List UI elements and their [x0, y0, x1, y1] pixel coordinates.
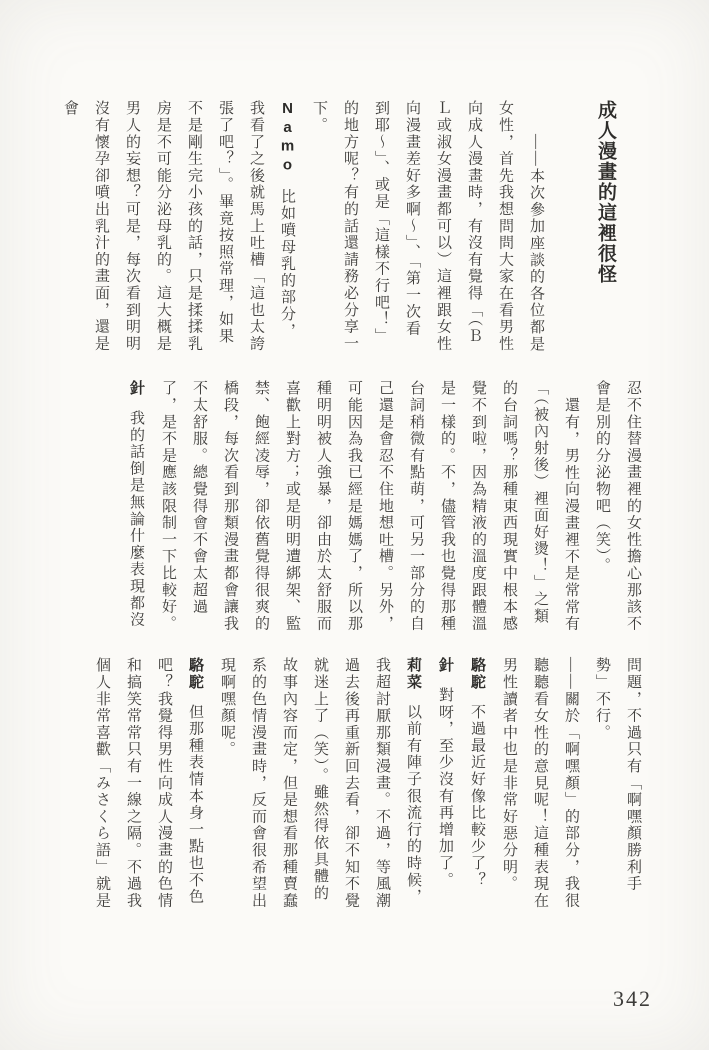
section-title: 成人漫畫的這裡很怪 [595, 100, 616, 285]
speaker-name: 駱駝 [469, 657, 486, 691]
paragraph-text: 對呀，至少沒有再增加了。 [437, 686, 453, 889]
paragraph-text: 比如噴母乳的部分，我看了之後就馬上吐槽「這也太誇張了吧？」。畢竟按照常理，如果不是剛生完小孩的話，只是揉揉乳房是不可能分泌母乳的。這大概是男人的妄想？可是，每次看到明明沒有懷孕卻噴出乳汁的畫面，還是會 [62, 100, 295, 352]
text-band-top [54, 100, 551, 353]
paragraph-text: 但那種表情本身一點也不色吧？我覺得男性向成人漫畫的色情和搞笑常常只有一線之隔。不過我個人非常喜歡「みさくら語」就是 [94, 657, 203, 909]
speaker-name: 針 [128, 380, 145, 397]
speaker-name: 針 [437, 657, 454, 674]
paragraph: 忍不住替漫畫裡的女性擔心那該不會是別的分泌物吧（笑）。 [594, 380, 641, 632]
speaker-name: 莉菜 [405, 657, 422, 691]
paragraph-text: 我的話倒是無論什麼表現都沒 [128, 409, 144, 629]
paragraph [461, 657, 493, 910]
paragraph: 還有，男性向漫畫裡不是常常有「（被內射後）裡面好燙！」之類的台詞嗎？那種東西現實中根本感覺不到啦，因為精液的溫度跟體溫是一樣的。不，儘管我也覺得那種台詞稍微有點萌，可另一部分的自己還是會忍不住地想吐槽。另外，可能因為我已經是媽媽了，所以那種明明被人強暴，卻由於太舒服而喜歡上對方；或是明明遭綁架、監禁、飽經凌辱，卻依舊覺得很爽的橋段，每次看到那類漫畫都會讓我不太舒服。總覺得會不會太超過了，是不是應該限制一下比較好。 [160, 380, 579, 633]
paragraph: 問題，不過只有「啊嘿顏勝利手勢」不行。 [594, 657, 641, 893]
paragraph-text: 以前有陣子很流行的時候，我超討厭那類漫畫。不過，等風潮過去後再重新回去看，卻不知不覺就迷上了（笑）。雖然得依具體的故事內容而定，但是想看那種賣蠢系的色情漫畫時，反而會很希望出現啊嘿顏呢。 [219, 657, 421, 909]
text-band-middle [120, 380, 648, 633]
paragraph-text: 不過最近好像比較少了？ [469, 703, 485, 889]
speaker-name: 駱駝 [187, 657, 204, 691]
paragraph [429, 657, 461, 910]
speaker-name: Namo [279, 100, 296, 176]
text-band-bottom [86, 657, 648, 910]
paragraph [120, 380, 152, 633]
paragraph: ——關於「啊嘿顏」的部分，我很聽聽看女性的意見呢！這種表現在男性讀者中也是非常好惡分明。 [501, 657, 579, 909]
paragraph [86, 657, 211, 910]
paragraph [54, 100, 303, 353]
paragraph [211, 657, 429, 910]
paragraph: ——本次參加座談的各位都是女性，首先我想問問大家在看男性向成人漫畫時，有沒有覺得「（ＢＬ或淑女漫畫都可以）這裡跟女性向漫畫差好多啊～」、「第一次看到耶～」、或是「這樣不行吧！」的地方呢？有的話還請務必分享一下。 [311, 100, 544, 353]
page-number: 342 [613, 986, 652, 1011]
